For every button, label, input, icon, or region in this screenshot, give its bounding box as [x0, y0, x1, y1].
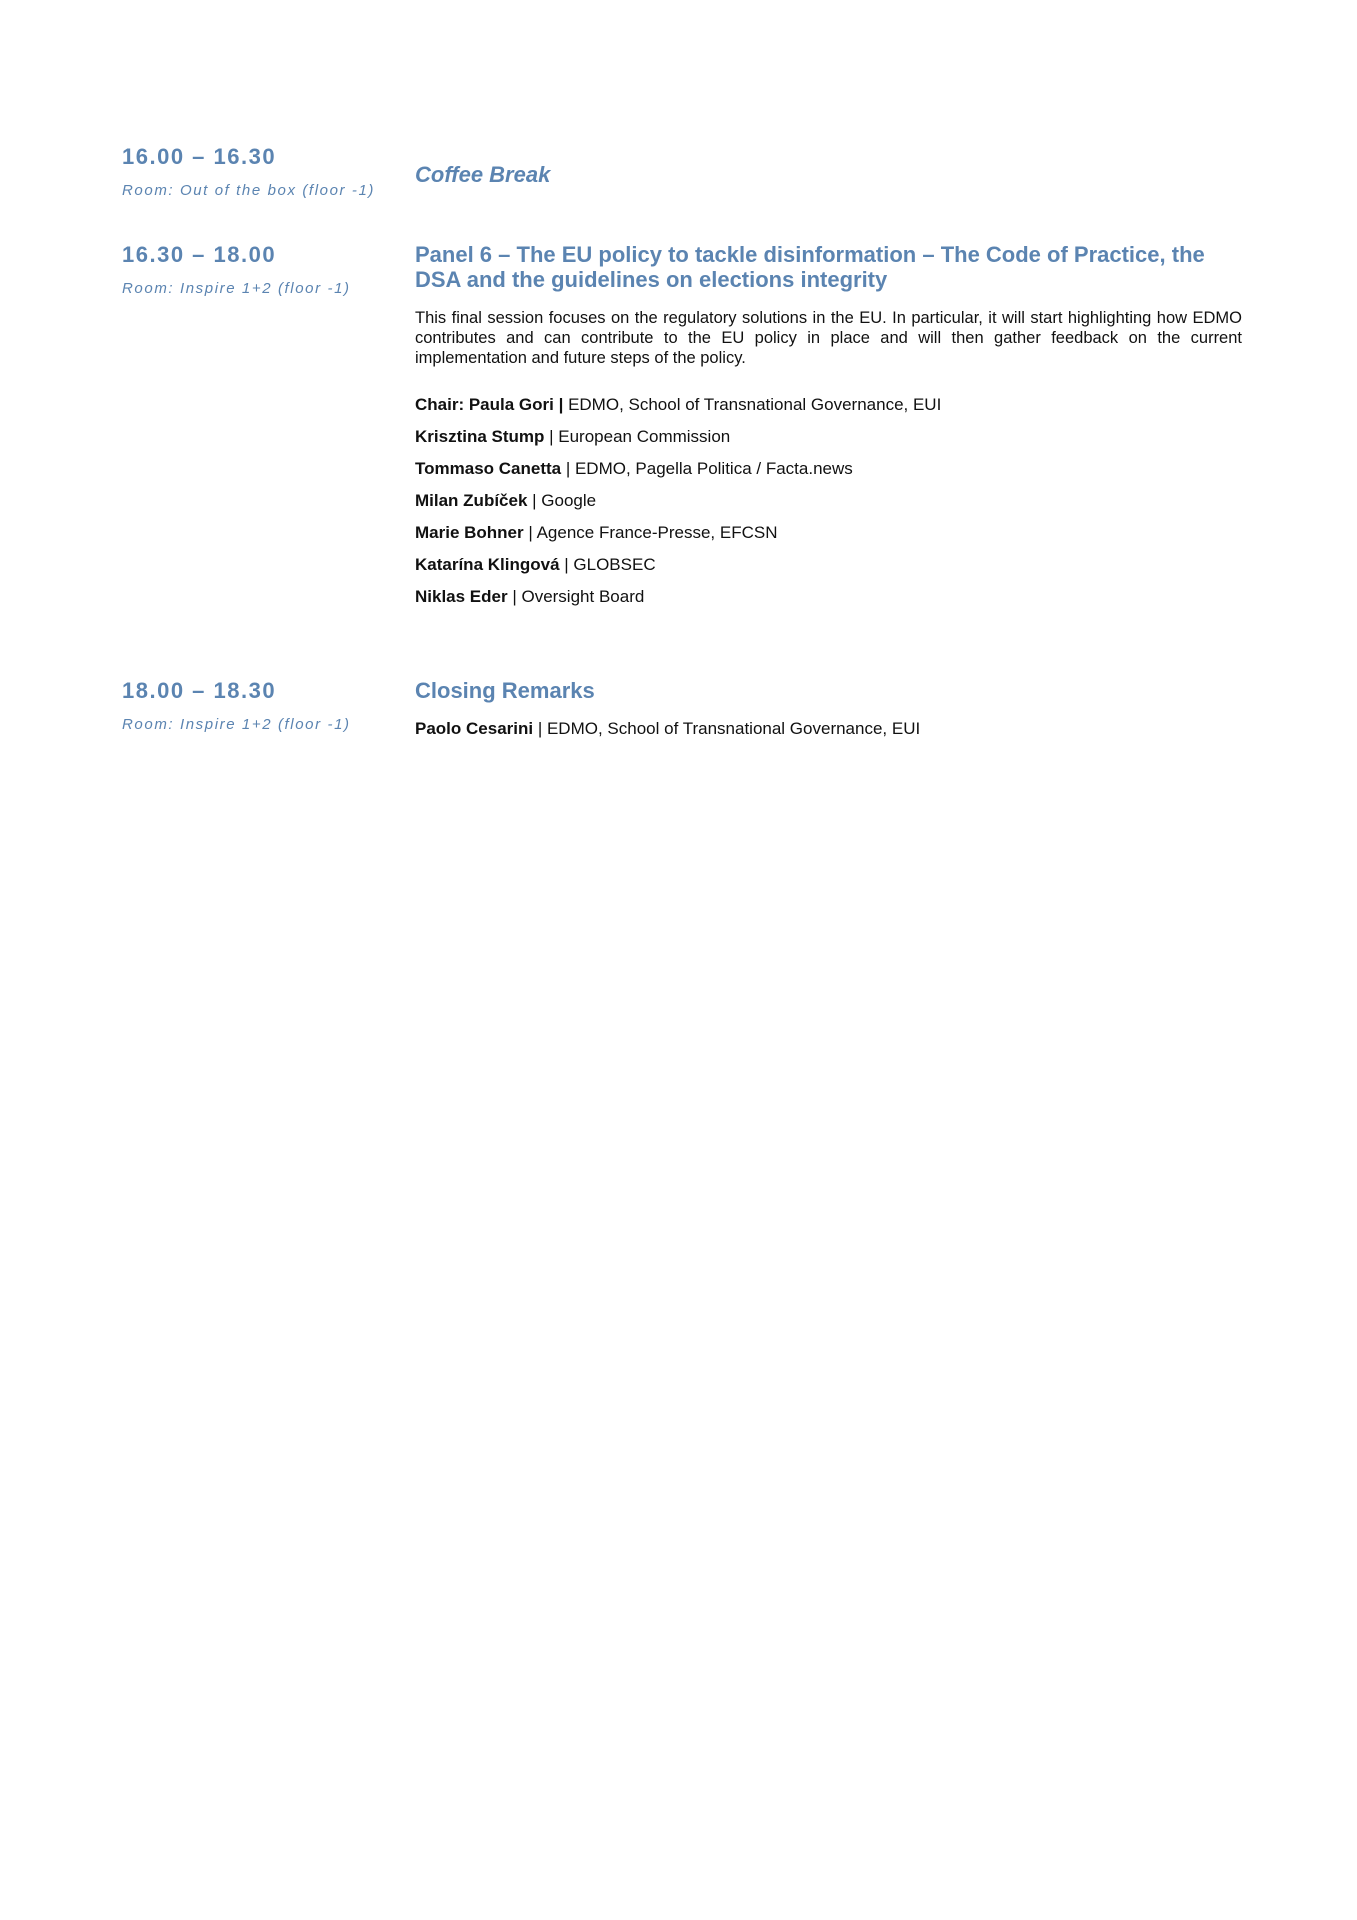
speaker-affiliation: | Google: [527, 491, 597, 510]
session-content: [415, 678, 1242, 750]
speaker-name: Chair: Paula Gori |: [415, 395, 564, 414]
session-room: Room: Inspire 1+2 (floor -1): [122, 280, 351, 297]
speaker-affiliation: | EDMO, Pagella Politica / Facta.news: [561, 459, 853, 478]
session-room: Room: Inspire 1+2 (floor -1): [122, 716, 351, 733]
session-description: This final session focuses on the regulatory solutions in the EU. In particular, it will start highlighting how EDMO contributes and can contribute to the EU policy in place and will then gather feedback on the current implementation and future steps of the policy.: [415, 309, 1242, 367]
speaker-list: [415, 718, 1242, 739]
speaker-affiliation: | Oversight Board: [507, 587, 645, 606]
speaker: [415, 458, 1242, 479]
speaker-chair: [415, 394, 1242, 415]
session-title: Closing Remarks: [415, 678, 595, 703]
speaker-affiliation: | GLOBSEC: [559, 555, 656, 574]
session-title: Panel 6 – The EU policy to tackle disinformation – The Code of Practice, the DSA and the guidelines on elections integrity: [415, 242, 1205, 292]
session-time: 16.30 – 18.00: [122, 242, 277, 267]
speaker-affiliation: | Agence France-Presse, EFCSN: [523, 523, 778, 542]
speaker-name: Tommaso Canetta: [415, 459, 562, 478]
speaker-name: Marie Bohner: [415, 523, 524, 542]
speaker: [415, 718, 1242, 739]
session-title: Coffee Break: [415, 162, 551, 187]
speaker: [415, 426, 1242, 447]
speaker: [415, 586, 1242, 607]
session-room: Room: Out of the box (floor -1): [122, 182, 376, 199]
session-time-block: [122, 144, 412, 200]
session-time-block: [122, 242, 412, 298]
session-content: [415, 162, 1242, 187]
speaker: [415, 522, 1242, 543]
speaker-list: [415, 394, 1242, 607]
session-time: 18.00 – 18.30: [122, 678, 277, 703]
speaker-name: Krisztina Stump: [415, 427, 545, 446]
speaker-affiliation: EDMO, School of Transnational Governance, EUI: [563, 395, 942, 414]
session-time-block: [122, 678, 412, 734]
speaker-name: Paolo Cesarini: [415, 719, 534, 738]
speaker-name: Milan Zubíček: [415, 491, 528, 510]
speaker: [415, 490, 1242, 511]
session-time: 16.00 – 16.30: [122, 144, 277, 169]
speaker-affiliation: | EDMO, School of Transnational Governance, EUI: [533, 719, 921, 738]
speaker-name: Niklas Eder: [415, 587, 508, 606]
session-content: [415, 242, 1242, 618]
speaker-affiliation: | European Commission: [544, 427, 731, 446]
speaker-name: Katarína Klingová: [415, 555, 560, 574]
speaker: [415, 554, 1242, 575]
